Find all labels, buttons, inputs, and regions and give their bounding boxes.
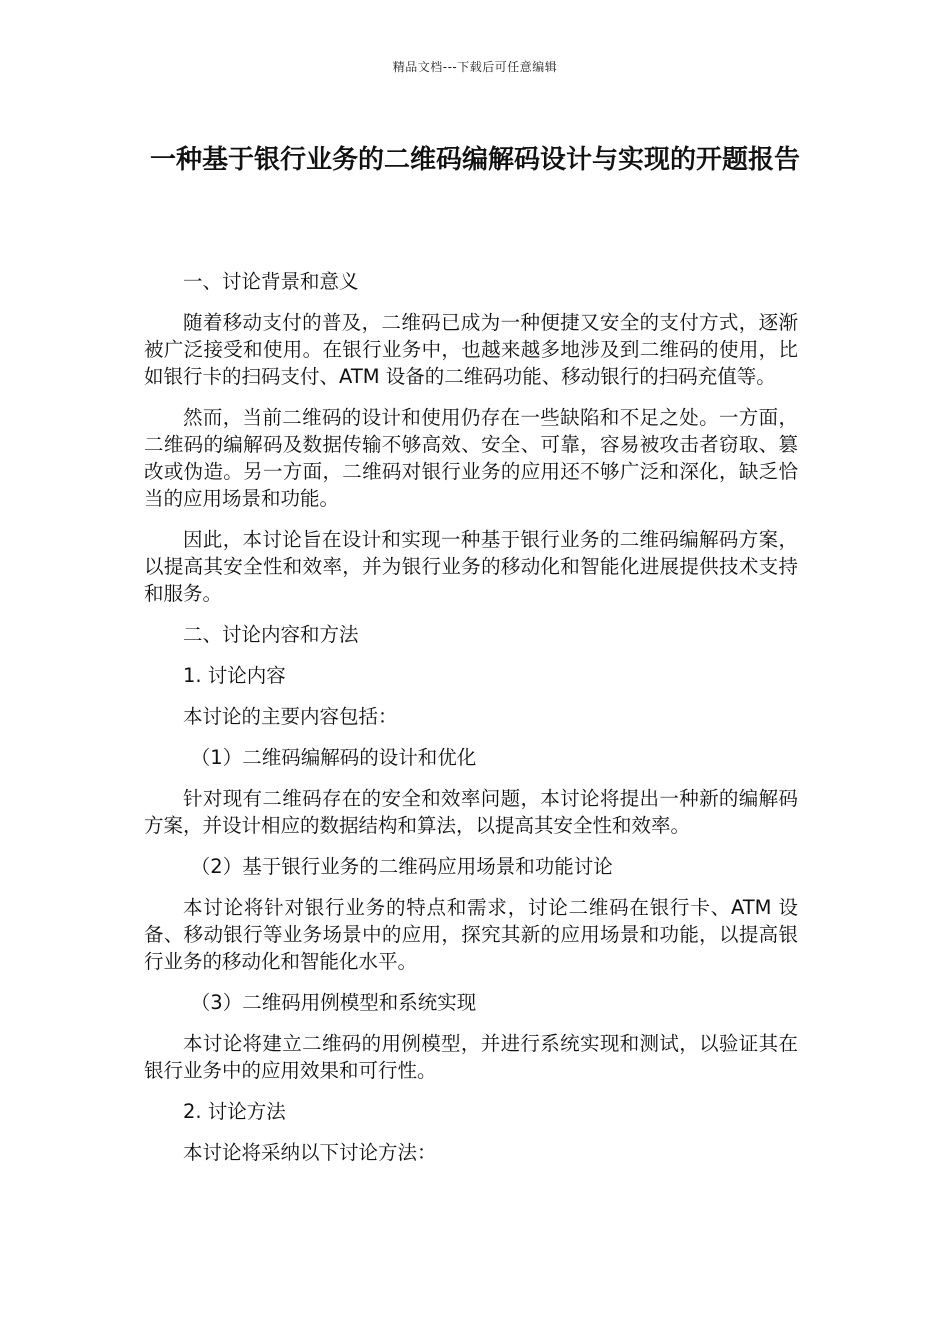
paragraph-background-3: 因此，本讨论旨在设计和实现一种基于银行业务的二维码编解码方案，以提高其安全性和效率，并为银行业务的移动化和智能化进展提供技术支持和服务。 <box>144 528 798 605</box>
list-item-2-text: 本讨论将针对银行业务的特点和需求，讨论二维码在银行卡、ATM 设备、移动银行等业务场景中的应用，探究其新的应用场景和功能，以提高银行业务的移动化和智能化水平。 <box>144 896 798 973</box>
list-item-1-heading: （1）二维码编解码的设计和优化 <box>190 746 477 769</box>
section-heading-background: 一、讨论背景和意义 <box>183 270 359 293</box>
list-item-3-text: 本讨论将建立二维码的用例模型，并进行系统实现和测试，以验证其在银行业务中的应用效果和可行性。 <box>144 1032 798 1082</box>
list-item-2-heading: （2）基于银行业务的二维码应用场景和功能讨论 <box>190 855 613 878</box>
paragraph-content-intro: 本讨论的主要内容包括： <box>183 705 398 728</box>
list-item-1-text: 针对现有二维码存在的安全和效率问题，本讨论将提出一种新的编解码方案，并设计相应的数据结构和算法，以提高其安全性和效率。 <box>144 787 798 837</box>
section-heading-content-methods: 二、讨论内容和方法 <box>183 623 359 646</box>
paragraph-background-1: 随着移动支付的普及，二维码已成为一种便捷又安全的支付方式，逐渐被广泛接受和使用。在银行业务中，也越来越多地涉及到二维码的使用，比如银行卡的扫码支付、ATM 设备的二维码功能、移动银行的扫码充值等。 <box>144 311 798 388</box>
document-title: 一种基于银行业务的二维码编解码设计与实现的开题报告 <box>149 145 800 175</box>
list-item-3-heading: （3）二维码用例模型和系统实现 <box>190 991 477 1014</box>
paragraph-methods-intro: 本讨论将采纳以下讨论方法： <box>183 1141 437 1164</box>
subheading-content: 1. 讨论内容 <box>183 664 286 687</box>
subheading-methods: 2. 讨论方法 <box>183 1100 286 1123</box>
paragraph-background-2: 然而，当前二维码的设计和使用仍存在一些缺陷和不足之处。一方面，二维码的编解码及数据传输不够高效、安全、可靠，容易被攻击者窃取、篡改或伪造。另一方面，二维码对银行业务的应用还不够广泛和深化，缺乏恰当的应用场景和功能。 <box>144 406 798 510</box>
document-body <box>144 268 798 1180</box>
header-note: 精品文档---下载后可任意编辑 <box>392 60 558 74</box>
